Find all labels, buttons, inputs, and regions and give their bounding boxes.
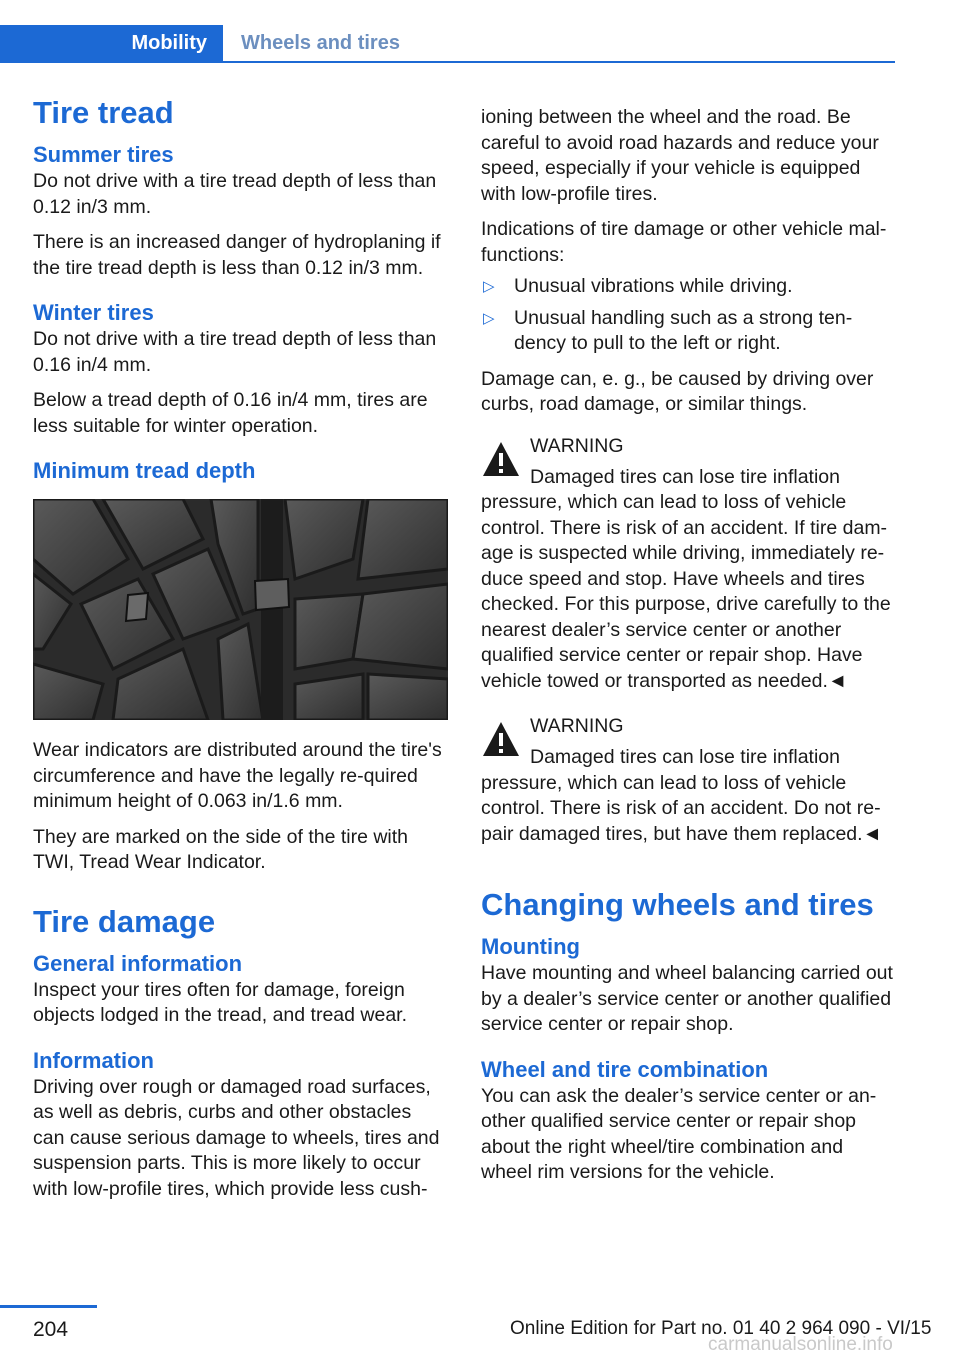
wear-indicator-text-2: They are marked on the side of the tire with TWI, Tread Wear Indicator.: [33, 825, 409, 873]
watermark-text: carmanualsonline.info: [708, 1334, 893, 1355]
warning-triangle-icon: [481, 440, 521, 478]
warning-title: WARNING: [530, 715, 624, 737]
winter-tires-heading: Winter tires: [33, 300, 154, 325]
footer-rule: [0, 1305, 97, 1308]
header-section-label: Mobility: [0, 25, 223, 61]
general-information-heading: General information: [33, 950, 243, 976]
list-item: ▷ Unusual vibrations while driving.: [481, 274, 896, 300]
wear-indicator-text-1: Wear indicators are distributed around the tire's circumference and have the legally re‐quired minimum height of 0.063 in/1.6 mm.: [33, 739, 442, 812]
winter-tires-text-1: Do not drive with a tire tread depth of less than 0.16 in/4 mm.: [33, 328, 437, 376]
summer-tires-text-1: Do not drive with a tire tread depth of less than 0.12 in/3 mm.: [33, 170, 437, 218]
warning-text-first-line: Damaged tires can lose tire inflation: [530, 465, 840, 488]
wheel-tire-combination-text: You can ask the dealer’s service center or an‐other qualified service center or repair shop about the right wheel/tire combination and wheel rim versions for the vehicle.: [481, 1084, 877, 1183]
summer-tires-heading: Summer tires: [33, 142, 174, 167]
left-column: [33, 95, 448, 1202]
warning-text: pressure, which can lead to loss of vehicle control. There is risk of an accident. If tire dam‐age is suspected while driving, immediately re‐duce speed and stop. Have wheels and tires checked. For this purpose, drive carefully to the nearest dealer’s service center or another qualified service center or repair shop. Have vehicle towed or transported as needed.◄: [481, 491, 891, 692]
warning-text: pressure, which can lead to loss of vehicle control. There is risk of an accident. Do not re‐pair damaged tires, but have them replaced.◄: [481, 771, 882, 845]
triangle-bullet-icon: ▷: [483, 309, 495, 327]
page-number: 204: [33, 1318, 69, 1341]
page-header: [0, 25, 895, 63]
indications-intro: Indications of tire damage or other vehicle mal‐functions:: [481, 218, 887, 266]
mounting-heading: Mounting: [481, 934, 580, 959]
warning-text-first-line: Damaged tires can lose tire inflation: [530, 746, 840, 768]
general-information-text: Inspect your tires often for damage, foreign objects lodged in the tread, and tread wear.: [33, 978, 408, 1026]
edition-text: Online Edition for Part no. 01 40 2 964 090 - VI/15: [510, 1318, 932, 1339]
wheel-tire-combination-heading: Wheel and tire combination: [481, 1056, 769, 1082]
right-column: [481, 105, 896, 1186]
information-text: Driving over rough or damaged road surfaces, as well as debris, curbs and other obstacles can cause serious damage to wheels, tires and suspension parts. This is more likely to occur with low-profile tires, which provide less cush‐: [33, 1075, 440, 1200]
tire-damage-heading: Tire damage: [33, 903, 216, 939]
damage-causes-text: Damage can, e. g., be caused by driving over curbs, road damage, or similar things.: [481, 367, 874, 415]
tread-wear-indicator-illustration: [33, 499, 448, 720]
warning-triangle-icon: [481, 720, 521, 758]
summer-tires-text-2: There is an increased danger of hydroplaning if the tire tread depth is less than 0.12 in/3 mm.: [33, 231, 441, 279]
information-heading: Information: [33, 1047, 154, 1073]
minimum-tread-heading: Minimum tread depth: [33, 458, 256, 483]
tire-tread-heading: Tire tread: [33, 95, 174, 130]
list-item: ▷ Unusual handling such as a strong ten‐dency to pull to the left or right.: [483, 306, 853, 354]
warning-block-2: [481, 714, 896, 847]
warning-block-1: [481, 434, 896, 695]
triangle-bullet-icon: ▷: [483, 278, 495, 295]
changing-wheels-heading: Changing wheels and tires: [481, 887, 874, 922]
tire-tread-photo: [33, 499, 448, 720]
mounting-text: Have mounting and wheel balancing carried out by a dealer’s service center or another qualified service center or repair shop.: [481, 962, 893, 1035]
warning-title: WARNING: [530, 434, 624, 457]
winter-tires-text-2: Below a tread depth of 0.16 in/4 mm, tires are less suitable for winter operation.: [33, 389, 428, 437]
damage-indications-list: [481, 274, 896, 357]
header-chapter-label: Wheels and tires: [241, 32, 400, 54]
information-text-continued: ioning between the wheel and the road. Be careful to avoid road hazards and reduce your speed, especially if your vehicle is equipped with low-profile tires.: [481, 106, 879, 205]
